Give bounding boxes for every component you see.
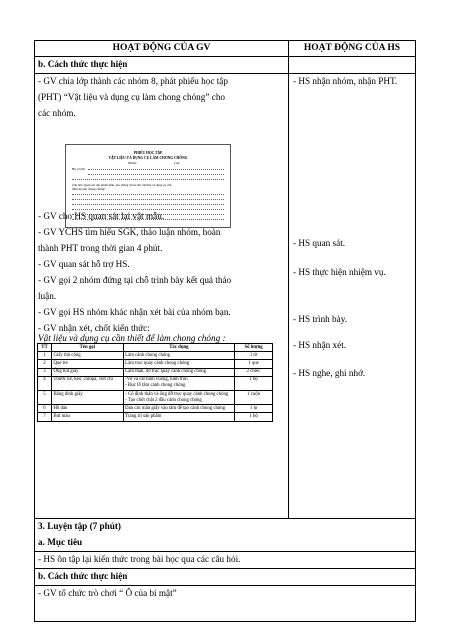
- section-3a-heading: a. Mục tiêu: [38, 537, 83, 547]
- materials-cell-tt: 7: [38, 413, 52, 421]
- materials-cell-tt: 6: [38, 405, 52, 413]
- hs-text-1: - HS nhận nhóm, nhận PHT.: [293, 76, 398, 86]
- materials-cell-name: Thước kẻ, kéo, compa, viết chì: [51, 376, 123, 390]
- section-3-heading: 3. Luyện tập (7 phút): [38, 521, 121, 531]
- gv-text-10: - GV gọi HS nhóm khác nhận xét bài của nhóm bạn.: [38, 307, 231, 317]
- materials-row: [38, 368, 273, 376]
- materials-cell-name: Bút màu: [51, 413, 123, 421]
- column-divider: [288, 41, 289, 518]
- materials-cell-use: Làm thân, đỡ trục quay cánh chong chóng: [123, 368, 234, 376]
- materials-cell-tt: 4: [38, 376, 52, 390]
- materials-cell-qty: 1 bộ: [235, 376, 273, 390]
- materials-col-qty: Số lượng: [235, 344, 273, 352]
- materials-cell-tt: 1: [38, 352, 52, 360]
- materials-cell-tt: 3: [38, 368, 52, 376]
- worksheet-subtitle: VẬT LIỆU VÀ DỤNG CỤ LÀM CHONG CHÓNG: [108, 156, 188, 160]
- materials-col-tt: TT: [38, 344, 52, 352]
- materials-cell-use: -Vẽ và cắt hình vuông, hình tròn - Đục lỗ tâm cánh chong chóng: [123, 376, 234, 390]
- gv-text-1: - GV chia lớp thành các nhóm 8, phát phiếu học tập: [38, 76, 228, 86]
- materials-cell-qty: 1 cuộn: [235, 390, 273, 404]
- materials-cell-name: Que tre: [51, 360, 123, 368]
- header-gv: HOẠT ĐỘNG CỦA GV: [112, 43, 211, 53]
- gv-text-3: các nhóm.: [38, 108, 76, 118]
- section-3a-text: - HS ôn tập lại kiến thức trong bài học qua các câu hỏi.: [38, 554, 241, 564]
- materials-cell-use: Dán các mẩu giấy vào tâm để tạo cánh chong chóng: [123, 405, 234, 413]
- materials-row: [38, 352, 273, 360]
- gv-text-2: (PHT) “Vật liệu và dụng cụ làm chong chóng” cho: [38, 92, 226, 102]
- gv-text-6: thành PHT trong thời gian 4 phút.: [38, 243, 163, 253]
- worksheet-title: PHIẾU HỌC TẬP: [133, 151, 163, 155]
- materials-row: [38, 413, 273, 421]
- materials-cell-use: - Cố định thân và ống đỡ trục quay cánh chong chóng - Tạo chốt chặt 2 đầu cánh chong chóng: [123, 390, 234, 404]
- materials-row: [38, 360, 273, 368]
- materials-table: [37, 343, 273, 422]
- hs-text-5: - HS nhận xét.: [293, 340, 347, 350]
- lesson-table: [34, 40, 416, 622]
- gv-text-4: - GV cho HS quan sát lại vật mẫu.: [38, 211, 165, 221]
- materials-cell-qty: 1 que: [235, 360, 273, 368]
- materials-cell-name: Giấy thủ công: [51, 352, 123, 360]
- materials-cell-qty: 2 chiếc: [235, 368, 273, 376]
- materials-cell-tt: 5: [38, 390, 52, 404]
- materials-col-use: Tác dụng: [123, 344, 234, 352]
- hs-text-6: - HS nghe, ghi nhớ.: [293, 368, 366, 378]
- materials-row: [38, 405, 273, 413]
- materials-cell-qty: 1 bộ: [235, 413, 273, 421]
- materials-cell-tt: 2: [38, 360, 52, 368]
- materials-cell-use: Làm trục quay cánh chong chóng: [123, 360, 234, 368]
- section-b-heading: b. Cách thức thực hiện: [38, 59, 128, 69]
- worksheet-question-2: thiết để làm chong chóng?: [72, 187, 106, 191]
- materials-cell-name: Băng dính giấy: [51, 390, 123, 404]
- materials-cell-name: Ống hút giấy: [51, 368, 123, 376]
- section-3b-heading: b. Cách thức thực hiện: [38, 571, 128, 581]
- materials-cell-qty: 1 tờ: [235, 352, 273, 360]
- materials-cell-qty: 1 lọ: [235, 405, 273, 413]
- hs-text-2: - HS quan sát.: [293, 238, 346, 248]
- materials-header-row: [38, 344, 273, 352]
- header-hs: HOẠT ĐỘNG CỦA HS: [303, 43, 401, 53]
- materials-cell-use: Làm cánh chong chóng: [123, 352, 234, 360]
- worksheet-group-label: Nhóm:: [128, 161, 137, 165]
- hs-text-4: - HS trình bày.: [293, 314, 348, 324]
- worksheet-class-label: Lớp:: [174, 161, 181, 165]
- materials-cell-use: Trang trí sản phẩm: [123, 413, 234, 421]
- gv-text-8: - GV gọi 2 nhóm đứng tại chỗ trình bày kết quả thảo: [38, 275, 232, 285]
- hs-text-3: - HS thực hiện nhiệm vụ.: [293, 267, 386, 277]
- gv-text-9: luận.: [38, 291, 57, 301]
- gv-text-5: - GV YCHS tìm hiểu SGK, thảo luận nhóm, hoàn: [38, 227, 221, 237]
- section-3b-text: - GV tổ chức trò chơi “ Ô của bí mật”: [38, 588, 177, 598]
- gv-text-11: - GV nhận xét, chốt kiến thức:: [38, 323, 150, 333]
- materials-col-name: Tên gọi: [51, 344, 123, 352]
- materials-row: [38, 376, 273, 390]
- materials-cell-name: Hồ dán: [51, 405, 123, 413]
- worksheet-name-label: Hộ và tên:: [72, 167, 86, 171]
- materials-heading: Vật liệu và dụng cụ cần thiết để làm chong chóng :: [38, 333, 226, 343]
- gv-text-7: - GV quan sát hỗ trợ HS.: [38, 259, 130, 269]
- worksheet-question: Câu hỏi: Quan sát sản phẩm mẫu, đọc thông tin kể tên vật liệu và dụng cụ cần: [72, 183, 172, 187]
- materials-row: [38, 390, 273, 404]
